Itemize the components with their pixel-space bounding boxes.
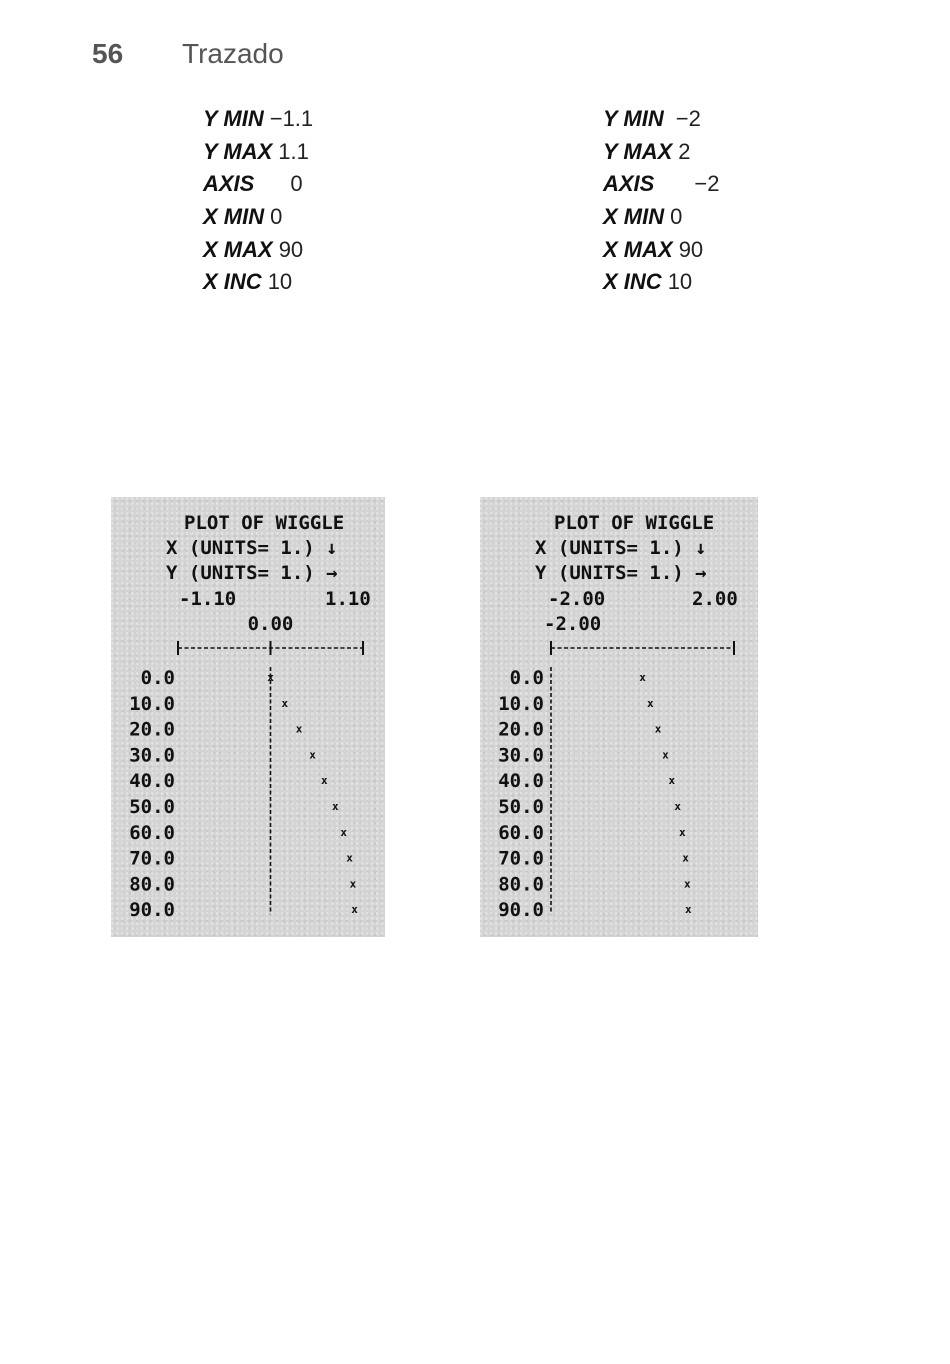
data-point: x <box>662 748 669 762</box>
x-tick-label: 60.0 <box>498 821 544 844</box>
setting-row <box>603 169 719 202</box>
x-tick-label: 10.0 <box>129 692 175 715</box>
setting-value: 10 <box>267 269 293 295</box>
setting-value: −1.1 <box>269 106 314 131</box>
x-tick-label: 0.0 <box>509 667 544 689</box>
x-tick-label: 20.0 <box>498 718 544 741</box>
setting-key: X MAX <box>603 236 673 262</box>
plot-settings-left <box>203 104 313 300</box>
setting-value: 90 <box>678 236 704 262</box>
x-units-label: X (UNITS= 1.) ↓ <box>535 537 707 559</box>
setting-value: −2 <box>675 106 701 131</box>
setting-row <box>203 104 313 137</box>
setting-row <box>203 169 313 202</box>
data-point: x <box>684 877 691 891</box>
setting-value: 0 <box>270 204 283 230</box>
data-point: x <box>267 671 274 684</box>
setting-value: 10 <box>667 269 693 295</box>
plot-printout-svg <box>111 497 385 937</box>
setting-key: Y MIN <box>203 106 264 131</box>
setting-key: X MIN <box>203 204 265 230</box>
data-point: x <box>639 671 646 684</box>
data-point: x <box>674 800 682 813</box>
plot-title: PLOT OF WIGGLE <box>554 512 715 534</box>
setting-row <box>203 235 313 268</box>
data-point: x <box>321 774 328 788</box>
printer-output-right <box>480 497 758 937</box>
setting-value: 0 <box>670 204 683 230</box>
x-tick-label: 80.0 <box>498 873 544 896</box>
x-tick-label: 0.0 <box>140 667 175 689</box>
data-point: x <box>668 774 676 788</box>
setting-row <box>203 137 313 170</box>
ymax-label: 1.10 <box>325 588 371 610</box>
x-tick-label: 70.0 <box>498 847 544 870</box>
setting-key: AXIS <box>203 171 255 197</box>
printer-output-left <box>111 497 385 937</box>
x-tick-label: 50.0 <box>498 796 544 818</box>
x-tick-label: 90.0 <box>129 899 175 922</box>
ymin-label: -2.00 <box>548 588 606 610</box>
setting-key: X MAX <box>203 236 273 262</box>
y-units-label: Y (UNITS= 1.) → <box>166 562 338 584</box>
ymin-label: -1.10 <box>179 588 237 610</box>
x-tick-label: 80.0 <box>129 873 175 896</box>
data-point: x <box>281 696 289 710</box>
setting-key: Y MIN <box>603 106 664 131</box>
data-point: x <box>654 722 662 736</box>
setting-row <box>603 235 719 268</box>
setting-row <box>203 267 313 300</box>
data-point: x <box>678 825 686 839</box>
data-point: x <box>684 903 692 917</box>
page-number: 56 <box>92 38 124 69</box>
setting-row <box>603 267 719 300</box>
x-tick-label: 30.0 <box>498 744 544 767</box>
setting-value: 2 <box>678 138 691 164</box>
setting-value: 1.1 <box>278 138 309 164</box>
setting-key: X INC <box>203 269 262 295</box>
data-point: x <box>646 696 654 710</box>
setting-value: 0 <box>290 171 303 197</box>
axis-value-label: 0.00 <box>247 613 294 635</box>
x-tick-label: 40.0 <box>498 770 544 793</box>
data-point: x <box>331 800 339 813</box>
plot-settings-right <box>603 104 719 300</box>
x-tick-label: 30.0 <box>129 744 175 767</box>
data-point: x <box>295 722 303 736</box>
y-units-label: Y (UNITS= 1.) → <box>535 562 707 584</box>
data-point: x <box>351 903 358 917</box>
x-tick-label: 60.0 <box>129 821 175 844</box>
data-point: x <box>349 877 357 891</box>
x-tick-label: 20.0 <box>129 718 175 741</box>
data-point: x <box>682 851 689 865</box>
ymax-label: 2.00 <box>692 588 738 610</box>
setting-value: 90 <box>278 236 304 262</box>
setting-key: Y MAX <box>603 138 673 164</box>
setting-key: Y MAX <box>203 138 273 164</box>
x-tick-label: 40.0 <box>129 770 175 793</box>
setting-row <box>603 137 719 170</box>
setting-key: X INC <box>603 269 662 295</box>
setting-key: X MIN <box>603 204 665 230</box>
x-tick-label: 90.0 <box>498 899 544 922</box>
data-point: x <box>340 825 347 839</box>
data-point: x <box>309 748 316 762</box>
setting-row <box>203 202 313 235</box>
axis-value-label: -2.00 <box>544 613 602 635</box>
plot-title: PLOT OF WIGGLE <box>184 512 345 534</box>
setting-value: −2 <box>694 171 720 197</box>
setting-row <box>603 202 719 235</box>
x-tick-label: 50.0 <box>129 796 175 818</box>
data-point: x <box>346 851 353 865</box>
x-units-label: X (UNITS= 1.) ↓ <box>166 537 338 559</box>
x-tick-label: 70.0 <box>129 847 175 870</box>
plot-printout-svg <box>480 497 758 937</box>
setting-key: AXIS <box>603 171 655 197</box>
section-title: Trazado <box>182 38 284 69</box>
setting-row <box>603 104 719 137</box>
x-tick-label: 10.0 <box>498 692 544 715</box>
